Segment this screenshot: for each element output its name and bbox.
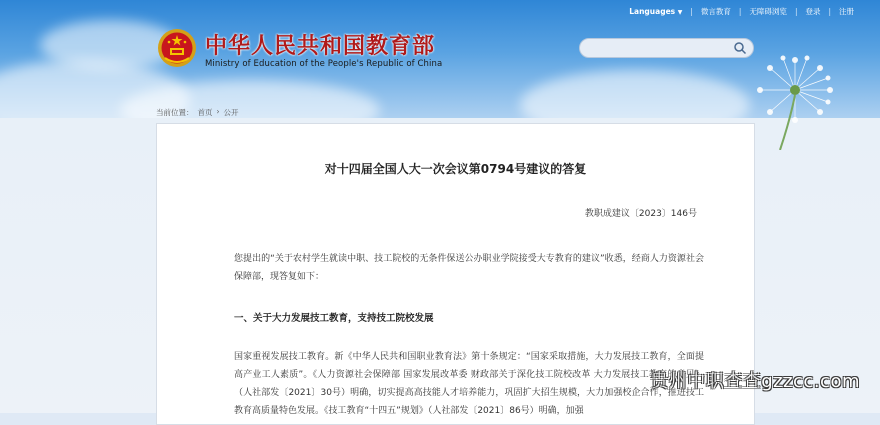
register-link[interactable]: 注册 <box>839 7 854 16</box>
site-subtitle: Ministry of Education of the People's Republic of China <box>205 59 443 69</box>
top-nav <box>629 6 854 17</box>
article-paragraph: 国家重视发展技工教育。新《中华人民共和国职业教育法》第十条规定：“国家采取措施，大力发展技工教育，全面提高产业工人素质”。《人力资源社会保障部 国家发展改革委 财政部关于深化技工院校改革 大力发展技工教育的意见》（人社部发〔2021〕30号）明确，切实提高高技能人才培养能力，巩固扩大招生规模，大力加强校企合作，推进技工教育高质量特色发展。《技工教育“十四五”规划》（人社部发〔2021〕86号）明确，加强 <box>234 352 704 416</box>
divider: | <box>828 7 831 16</box>
breadcrumb <box>156 107 239 118</box>
national-emblem-icon[interactable] <box>157 28 197 68</box>
breadcrumb-separator: › <box>216 107 220 116</box>
accessibility-link[interactable]: 无障碍浏览 <box>749 7 787 16</box>
section-heading: 一、关于大力发展技工教育，支持技工院校发展 <box>234 313 434 324</box>
divider: | <box>690 7 693 16</box>
document-number: 教职成建议〔2023〕146号 <box>584 209 697 219</box>
weibo-link[interactable]: 微言教育 <box>700 7 731 16</box>
breadcrumb-home-link[interactable]: 首页 <box>197 108 213 117</box>
site-title[interactable]: 中华人民共和国教育部 <box>205 34 436 59</box>
watermark: 贵州中职查查gzzcc.com <box>650 371 860 392</box>
divider: | <box>738 7 742 16</box>
search-input[interactable] <box>588 41 732 56</box>
breadcrumb-prefix: 当前位置： <box>156 108 194 117</box>
search-box <box>579 38 754 58</box>
chevron-down-icon: ▼ <box>677 9 683 16</box>
languages-menu[interactable]: Languages ▼ <box>629 7 683 16</box>
breadcrumb-section-link[interactable]: 公开 <box>223 108 239 117</box>
article-title: 对十四届全国人大一次会议第0794号建议的答复 <box>324 162 587 176</box>
divider: | <box>794 7 798 16</box>
dandelion-decoration <box>735 20 875 150</box>
login-link[interactable]: 登录 <box>805 7 821 16</box>
article-paragraph: 您提出的“关于农村学生就读中职、技工院校的无条件保送公办职业学院接受大专教育的建议”收悉，经商人力资源社会保障部，现答复如下： <box>234 254 704 282</box>
